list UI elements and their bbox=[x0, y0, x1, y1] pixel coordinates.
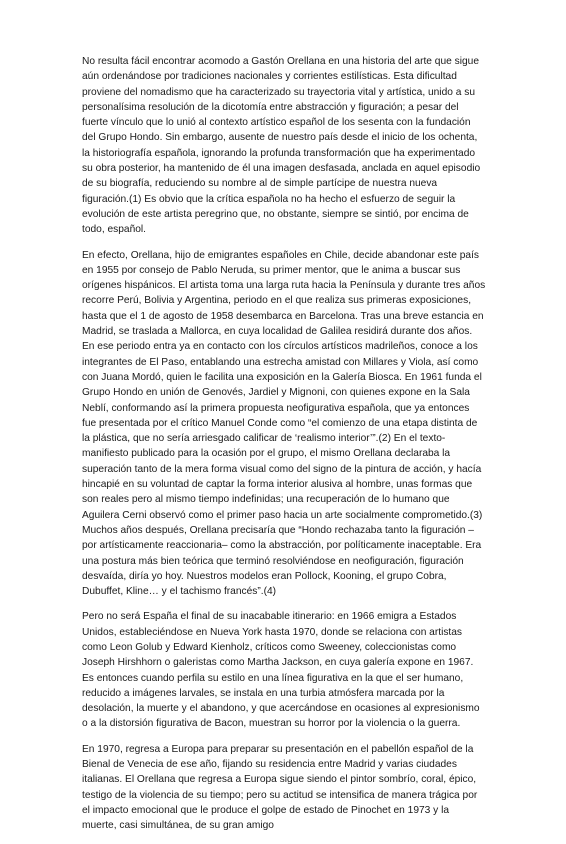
article-body bbox=[82, 54, 486, 844]
paragraph-3: Pero no será España el final de su inacabable itinerario: en 1966 emigra a Estados Unidos, estableciéndose en Nueva York hasta 1970, donde se relaciona con artistas como Leon Golub y Edward Kienholz, críticos como Sweeney, coleccionistas como Joseph Hirshhorn o galeristas como Martha Jackson, en cuya galería expone en 1967. Es entonces cuando perfila su estilo en una línea figurativa en la que el ser humano, reducido a imágenes larvales, se instala en una turbia atmósfera marcada por la desolación, la muerte y el abandono, y que acercándose en ocasiones al expresionismo o a la distorsión figurativa de Bacon, muestran su horror por la violencia o la guerra. bbox=[82, 611, 480, 730]
paragraph-1: No resulta fácil encontrar acomodo a Gastón Orellana en una historia del arte que sigue aún ordenándose por tradiciones nacionales y corrientes estilísticas. Esta dificultad proviene del nomadismo que ha caracterizado su trayectoria vital y artística, unido a su personalísima resolución de la dicotomía entre abstracción y figuración; a pesar del fuerte vínculo que lo unió al contexto artístico español de los sesenta con la fundación del Grupo Hondo. Sin embargo, ausente de nuestro país desde el inicio de los ochenta, la historiografía española, ignorando la profunda transformación que ha experimentado su obra posterior, ha mantenido de él una imagen desfasada, anclada en aquel episodio de su biografía, reduciendo su nombre al de simple partícipe de nuestra nueva figuración.(1) Es obvio que la crítica española no ha hecho el esfuerzo de seguir la evolución de este artista peregrino que, no obstante, siempre se sintió, por encima de todo, español. bbox=[82, 56, 481, 236]
paragraph-4: En 1970, regresa a Europa para preparar su presentación en el pabellón español de la Bienal de Venecia de ese año, fijando su residencia entre Madrid y varias ciudades italianas. El Orellana que regresa a Europa sigue siendo el pintor sombrío, coral, épico, testigo de la violencia de su tiempo; pero su actitud se intensifica de manera trágica por el impacto emocional que le produce el golpe de estado de Pinochet en 1973 y la muerte, casi simultánea, de su gran amigo bbox=[82, 743, 478, 832]
paragraph-2: En efecto, Orellana, hijo de emigrantes españoles en Chile, decide abandonar este país en 1955 por consejo de Pablo Neruda, su primer mentor, que le anima a buscar sus orígenes hispánicos. El artista toma una larga ruta hacia la Península y durante tres años recorre Perú, Bolivia y Argentina, periodo en el que realiza sus primeras exposiciones, hasta que el 1 de agosto de 1958 desembarca en Barcelona. Tras una breve estancia en Madrid, se traslada a Mallorca, en cuya localidad de Galilea residirá durante dos años. En ese periodo entra ya en contacto con los círculos artísticos madrileños, conoce a los integrantes de El Paso, entablando una estrecha amistad con Millares y Viola, así como con Juana Mordó, quien le facilita una exposición en la Galería Biosca. En 1961 funda el Grupo Hondo en unión de Genovés, Jardiel y Mignoni, con quienes expone en la Sala Neblí, conformando así la primera propuesta neofigurativa española, que ya entonces fue presentada por el crítico Manuel Conde como “el comienzo de una etapa distinta de la plástica, que no sería arriesgado calificar de ‘realismo interior’”.(2) En el texto-manifiesto publicado para la ocasión por el grupo, el mismo Orellana declaraba la superación tanto de la mera forma visual como del signo de la pintura de acción, y hacía hincapié en su voluntad de captar la forma interior alusiva al hombre, unas formas que son reales pero al mismo tiempo indefinidas; una recuperación de lo humano que Aguilera Cerni observó como el primer paso hacia un arte socialmente comprometido.(3) Muchos años después, Orellana precisaría que “Hondo rechazaba tanto la figuración –por artísticamente reaccionaria– como la abstracción, por políticamente inaceptable. Era una postura más bien teórica que terminó resolviéndose en neofiguración, figuración desvaída, diría yo hoy. Nuestros modelos eran Pollock, Kooning, el grupo Cobra, Dubuffet, Kline… y el tachismo francés”.(4) bbox=[82, 249, 486, 598]
